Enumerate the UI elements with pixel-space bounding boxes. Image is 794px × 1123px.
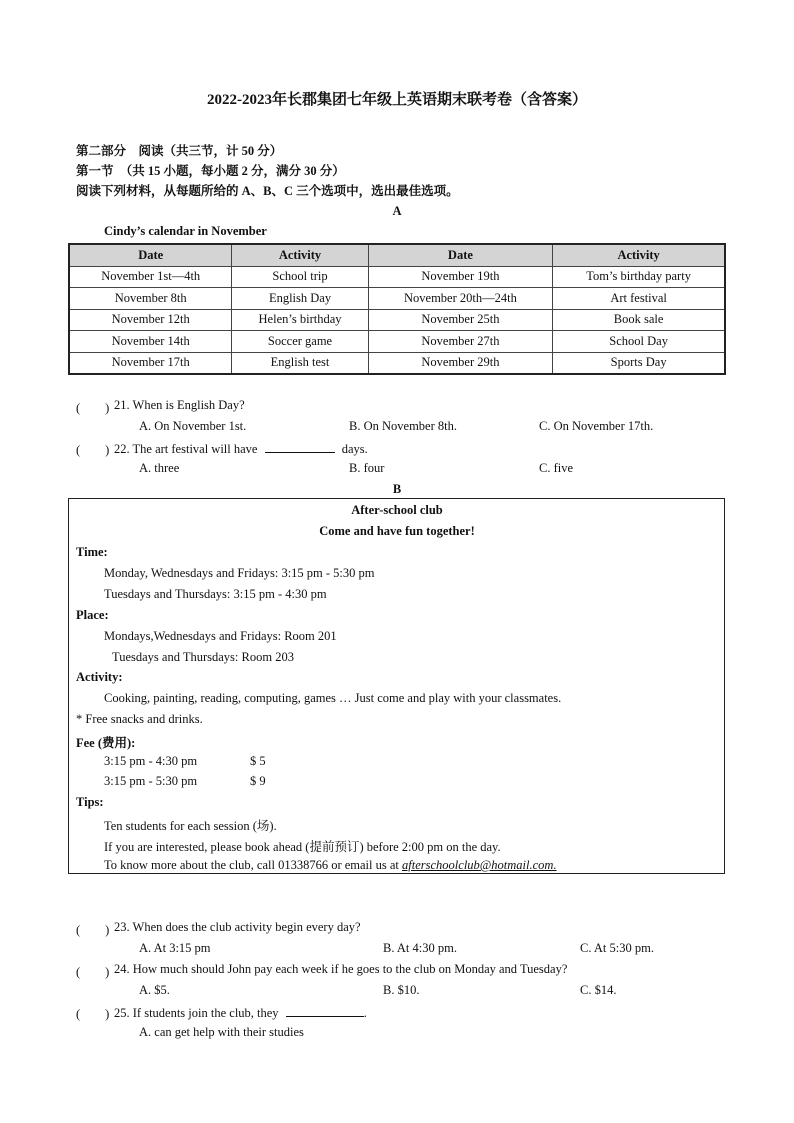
table-cell: November 29th [368,352,553,374]
column-header: Date [368,244,553,266]
question-22-stem-start: 22. The art festival will have [114,442,258,456]
place-line-2: Tuesdays and Thursdays: Room 203 [112,650,294,664]
question-21-stem: 21. When is English Day? [114,398,245,412]
fee-1-price: $ 5 [250,754,266,768]
calendar-table [68,243,726,375]
table-row [69,288,725,310]
question-24-stem: 24. How much should John pay each week if he goes to the club on Monday and Tuesday? [114,962,568,976]
tips-label: Tips: [76,795,104,809]
fee-1-time: 3:15 pm - 4:30 pm [104,754,198,768]
time-line-2: Tuesdays and Thursdays: 3:15 pm - 4:30 pm [104,587,327,601]
question-25-stem-end: . [363,1006,367,1020]
tip-line-2: If you are interested, please book ahead (提前预订) before 2:00 pm on the day. [104,840,501,854]
question-22-option-c[interactable]: C. five [539,461,574,475]
table-cell: Tom’s birthday party [553,266,725,288]
table-cell: November 19th [368,266,553,288]
question-23-option-a[interactable]: A. At 3:15 pm [139,941,211,955]
table-header-row [69,244,725,266]
activity-label: Activity: [76,670,123,684]
question-21-option-a[interactable]: A. On November 1st. [139,419,247,433]
question-21-option-b[interactable]: B. On November 8th. [349,419,457,433]
club-subheading: Come and have fun together! [319,524,475,538]
tip-line-3 [104,858,557,873]
table-cell: English test [232,352,368,374]
table-cell: November 25th [368,309,553,331]
column-header: Activity [232,244,368,266]
question-25-stem-start: 25. If students join the club, they [114,1006,279,1020]
table-cell: School trip [232,266,368,288]
question-24-option-b[interactable]: B. $10. [383,983,420,997]
question-22-option-b[interactable]: B. four [349,461,385,475]
answer-blank-24[interactable]: ( ) [76,965,110,979]
calendar-caption: Cindy’s calendar in November [104,224,267,238]
activity-line: Cooking, painting, reading, computing, games … Just come and play with your classmates. [104,691,562,705]
table-row [69,309,725,331]
table-cell: November 27th [368,331,553,353]
column-header: Activity [553,244,725,266]
time-line-1: Monday, Wednesdays and Fridays: 3:15 pm - 5:30 pm [104,566,375,580]
answer-blank-25[interactable]: ( ) [76,1007,110,1021]
time-label: Time: [76,545,108,559]
question-21-option-c[interactable]: C. On November 17th. [539,419,654,433]
question-25-stem [114,1004,367,1021]
page-title: 2022-2023年长郡集团七年级上英语期末联考卷（含答案） [207,92,587,108]
table-row [69,331,725,353]
column-header: Date [69,244,232,266]
question-23-option-b[interactable]: B. At 4:30 pm. [383,941,457,955]
table-cell: November 14th [69,331,232,353]
question-24-option-c[interactable]: C. $14. [580,983,617,997]
fill-blank-line[interactable] [286,1004,364,1017]
question-23-option-c[interactable]: C. At 5:30 pm. [580,941,654,955]
answer-blank-22[interactable]: ( ) [76,443,110,457]
place-label: Place: [76,608,109,622]
question-25-option-a[interactable]: A. can get help with their studies [139,1025,304,1039]
table-cell: School Day [553,331,725,353]
question-23-stem: 23. When does the club activity begin every day? [114,920,361,934]
fee-label: Fee (费用): [76,736,136,750]
question-22-stem [114,440,368,457]
table-cell: English Day [232,288,368,310]
table-cell: Sports Day [553,352,725,374]
tip-line-1: Ten students for each session (场). [104,819,277,833]
question-22-option-a[interactable]: A. three [139,461,180,475]
tip-line-3-text: To know more about the club, call 01338766 or email us at [104,858,399,872]
table-cell: Soccer game [232,331,368,353]
part-heading: 第二部分 阅读（共三节，计 50 分） [76,144,283,158]
snacks-note: * Free snacks and drinks. [76,712,203,726]
question-24-option-a[interactable]: A. $5. [139,983,170,997]
place-line-1: Mondays,Wednesdays and Fridays: Room 201 [104,629,337,643]
email-link[interactable]: afterschoolclub@hotmail.com. [402,858,557,872]
question-22-stem-end: days. [341,442,368,456]
table-cell: Helen’s birthday [232,309,368,331]
fee-2-time: 3:15 pm - 5:30 pm [104,774,198,788]
table-cell: November 17th [69,352,232,374]
passage-b-label: B [392,482,402,496]
fee-2-price: $ 9 [250,774,266,788]
fill-blank-line[interactable] [265,440,335,453]
table-cell: Art festival [553,288,725,310]
instruction-text: 阅读下列材料，从每题所给的 A、B、C 三个选项中，选出最佳选项。 [76,184,459,198]
passage-a-label: A [392,204,402,218]
table-cell: November 12th [69,309,232,331]
table-row [69,352,725,374]
table-cell: Book sale [553,309,725,331]
section-heading: 第一节 （共 15 小题，每小题 2 分，满分 30 分） [76,164,345,178]
table-cell: November 1st—4th [69,266,232,288]
table-row [69,266,725,288]
club-heading: After-school club [351,503,443,517]
answer-blank-23[interactable]: ( ) [76,923,110,937]
table-cell: November 20th—24th [368,288,553,310]
table-cell: November 8th [69,288,232,310]
answer-blank-21[interactable]: ( ) [76,401,110,415]
